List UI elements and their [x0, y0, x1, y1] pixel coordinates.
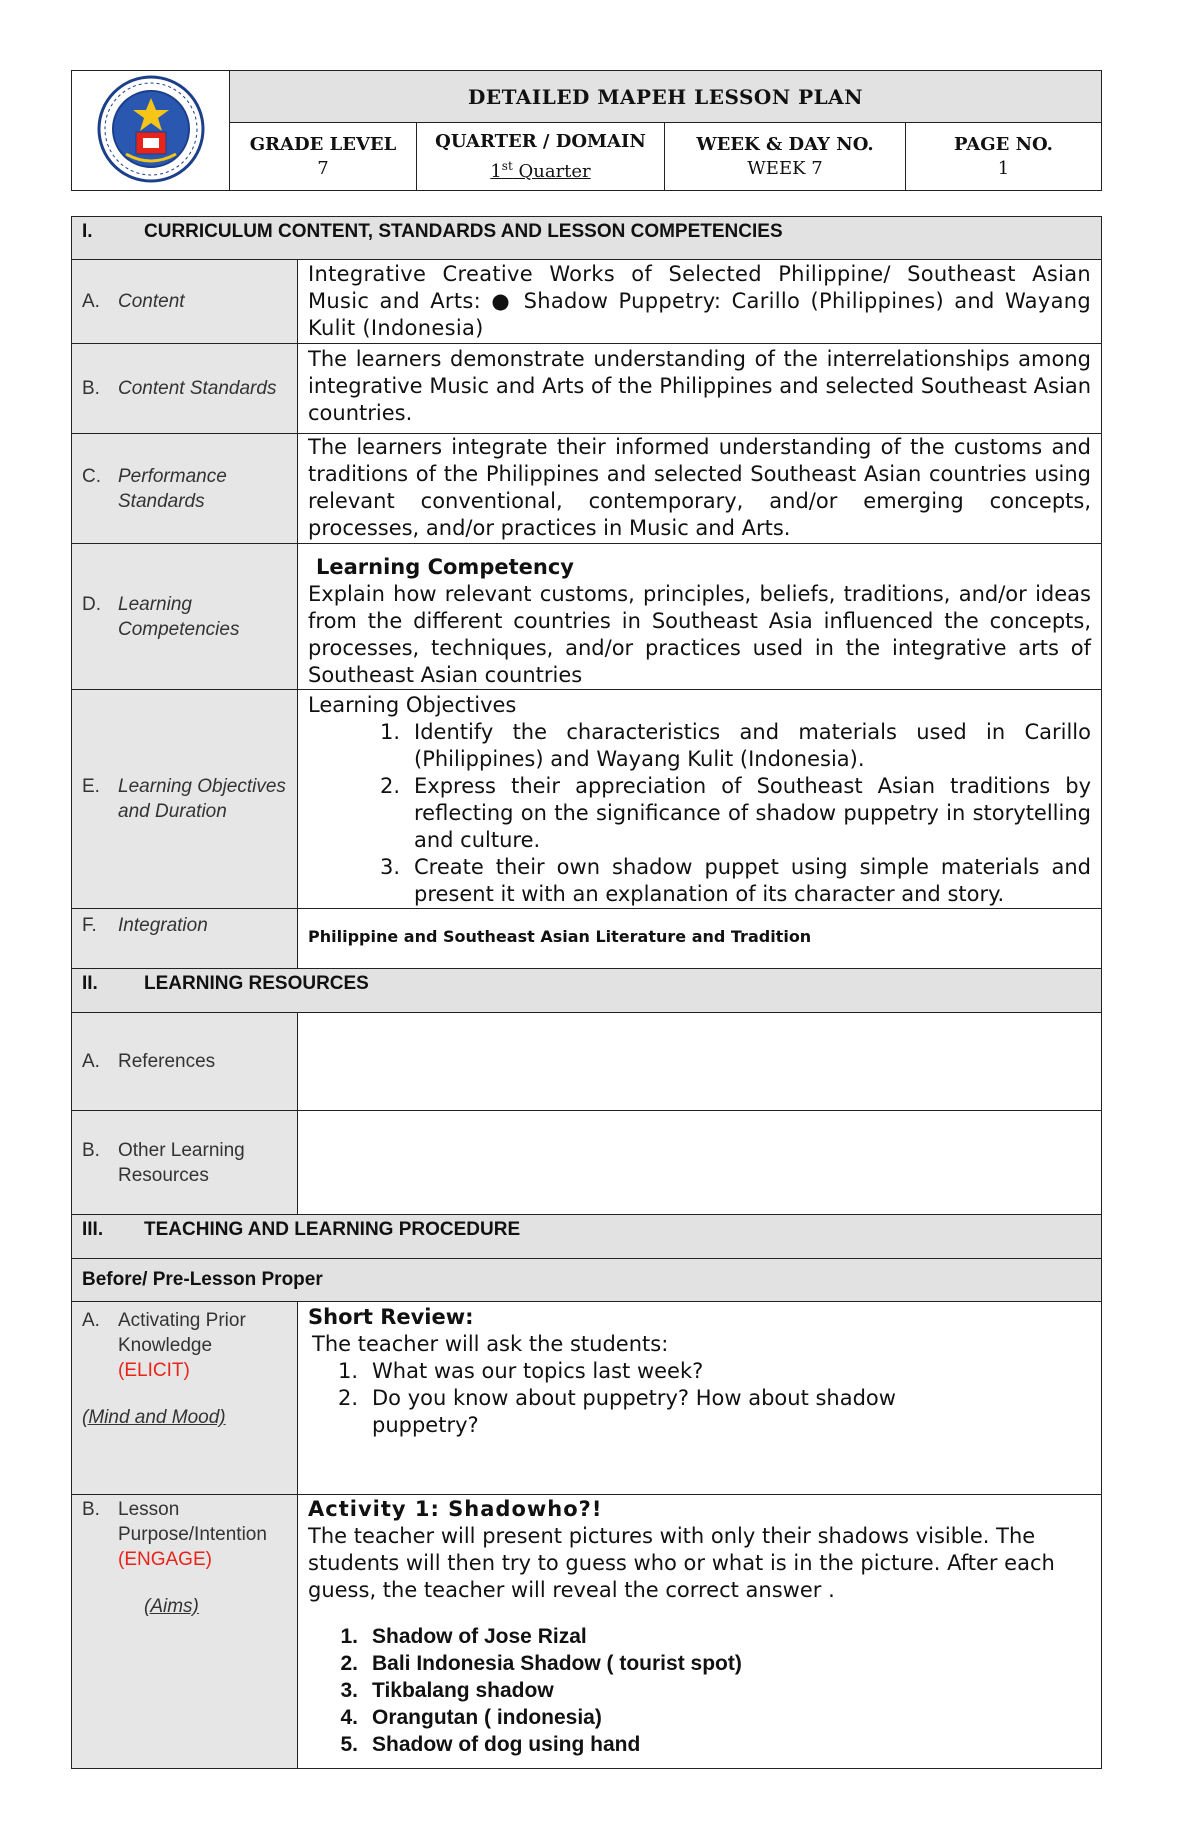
deped-seal-icon [96, 74, 206, 184]
performance-standards-label: Performance Standards [118, 465, 227, 512]
row-other-resources: B. Other Learning Resources [72, 1111, 1102, 1215]
engage-tag: (ENGAGE) [118, 1549, 212, 1570]
week-day-label: WEEK & DAY NO. [696, 133, 874, 155]
content-label: Content [118, 291, 185, 312]
list-item: 4. Orangutan ( indonesia) [340, 1706, 602, 1729]
row-content-standards: B. Content Standards The learners demonstrate understanding of the interrelationships among integrative Music and Arts of the Philippines and selected Southeast Asian countries. [72, 344, 1102, 434]
integration-text: Philippine and Southeast Asian Literature and Tradition [308, 927, 812, 946]
grade-level-label: GRADE LEVEL [249, 133, 397, 155]
learning-competency-text: Explain how relevant customs, principles, beliefs, traditions, and/or ideas from the different countries in Southeast Asia influenced the concepts, processes, techniques, and/or practices used in the integrative arts of Southeast Asian countries [308, 582, 1091, 687]
performance-standards-text: The learners integrate their informed understanding of the customs and traditions of the Philippines and selected Southeast Asian countries using relevant conventional, contemporary, and/or emerging concepts, processes, and/or practices in Music and Arts. [308, 435, 1091, 540]
page-no-label: PAGE NO. [954, 133, 1053, 155]
section-2-header: II. LEARNING RESOURCES [72, 969, 1102, 1013]
list-item: 1. Identify the characteristics and materials used in Carillo (Philippines) and Wayang Kulit (Indonesia). [379, 720, 1091, 771]
learning-objectives-heading: Learning Objectives [308, 693, 517, 717]
lesson-plan-title: DETAILED MAPEH LESSON PLAN [230, 71, 1102, 123]
quarter-domain-label: QUARTER / DOMAIN [435, 130, 646, 152]
row-references: A. References [72, 1013, 1102, 1111]
list-item: 5. Shadow of dog using hand [340, 1733, 641, 1756]
row-content [72, 260, 1102, 344]
activity-items-list [298, 1623, 1101, 1758]
before-lesson-heading: Before/ Pre-Lesson Proper [72, 1259, 1102, 1302]
grade-level-value: 7 [317, 157, 329, 179]
list-item: 2. Express their appreciation of Southeast Asian traditions by reflecting on the significance of shadow puppetry in storytelling and culture. [379, 774, 1091, 852]
references-label: References [118, 1051, 216, 1072]
content-standards-text: The learners demonstrate understanding of the interrelationships among integrative Music and Arts of the Philippines and selected Southeast Asian countries. [308, 347, 1091, 425]
section-title: CURRICULUM CONTENT, STANDARDS AND LESSON COMPETENCIES [144, 221, 783, 242]
row-label: A. Content [72, 260, 298, 344]
row-lesson-purpose: B. Lesson Purpose/Intention (ENGAGE) (Aims) Activity 1: Shadowho?! The teacher will present pictures with only their shadows visible. The students will then try to guess who or what is in the picture. After each guess, the teacher will reveal the correct answer . 1. Shadow of Jose Rizal 2. Bali Indonesia Shadow ( tourist spot) 3. Tikbalang shadow 4. Orangutan ( indonesia) 5. Shadow of dog using hand [72, 1495, 1102, 1769]
other-resources-label: Other Learning Resources [118, 1139, 245, 1186]
grade-level-cell [230, 123, 417, 191]
list-item: 1. What was our topics last week? [337, 1359, 704, 1383]
learning-objectives-label: Learning Objectives and Duration [118, 776, 286, 822]
objectives-list [298, 719, 1101, 908]
section-title: TEACHING AND LEARNING PROCEDURE [144, 1219, 521, 1240]
integration-label: Integration [118, 915, 208, 936]
references-value [298, 1013, 1102, 1111]
page-no-cell [906, 123, 1102, 191]
lesson-plan-table [71, 216, 1102, 1769]
short-review-intro: The teacher will ask the students: [312, 1332, 669, 1356]
row-performance-standards: C. Performance Standards The learners integrate their informed understanding of the customs and traditions of the Philippines and selected Southeast Asian countries using relevant conventional, contemporary, and/or emerging concepts, processes, and/or practices in Music and Arts. [72, 434, 1102, 544]
content-text: Integrative Creative Works of Selected Philippine/ Southeast Asian Music and Arts: ● Shadow Puppetry: Carillo (Philippines) and Wayang Kulit (Indonesia) [308, 262, 1091, 340]
header-table [71, 70, 1102, 191]
page-no-value: 1 [997, 157, 1010, 179]
learning-competency-heading: Learning Competency [316, 555, 574, 579]
row-integration: F. Integration Philippine and Southeast Asian Literature and Tradition [72, 909, 1102, 969]
content-standards-label: Content Standards [118, 378, 277, 399]
list-item: 3. Tikbalang shadow [340, 1679, 554, 1702]
elicit-tag: (ELICIT) [118, 1360, 190, 1381]
section-1-header [72, 217, 1102, 260]
aims-label: (Aims) [144, 1596, 199, 1617]
quarter-domain-value: 1st Quarter [490, 158, 591, 182]
activating-label: Activating Prior Knowledge [118, 1310, 246, 1356]
section-title: LEARNING RESOURCES [144, 973, 369, 994]
section-3-header: III. TEACHING AND LEARNING PROCEDURE [72, 1215, 1102, 1259]
quarter-domain-cell [417, 123, 665, 191]
review-questions-list [298, 1358, 1101, 1439]
list-item: 2. Bali Indonesia Shadow ( tourist spot) [340, 1652, 742, 1675]
deped-seal [72, 71, 230, 191]
row-learning-objectives: E. Learning Objectives and Duration Learning Objectives 1. Identify the characteristics and materials used in Carillo (Philippines) and Wayang Kulit (Indonesia). 2. Express their appreciation of Southeast Asian traditions by reflecting on the significance of shadow puppetry in storytelling and culture. 3. Create their own shadow puppet using simple materials and present it with an explanation of its character and story. [72, 690, 1102, 909]
row-activating-prior-knowledge: A. Activating Prior Knowledge (ELICIT) (Mind and Mood) Short Review: The teacher will ask the students: 1. What was our topics last week? 2. Do you know about puppetry? How about shadow puppetry? [72, 1302, 1102, 1495]
learning-competencies-label: Learning Competencies [118, 593, 240, 640]
list-item: 1. Shadow of Jose Rizal [340, 1625, 587, 1648]
section-number: I. [82, 221, 93, 242]
list-item: 2. Do you know about puppetry? How about shadow puppetry? [337, 1386, 896, 1437]
row-learning-competencies: D. Learning Competencies Learning Competency Explain how relevant customs, principles, beliefs, traditions, and/or ideas from the different countries in Southeast Asia influenced the concepts, processes, techniques, and/or practices used in the integrative arts of Southeast Asian countries [72, 544, 1102, 690]
activity-heading: Activity 1: Shadowho?! [308, 1497, 603, 1521]
short-review-heading: Short Review: [308, 1305, 474, 1329]
activity-intro: The teacher will present pictures with only their shadows visible. The students will then try to guess who or what is in the picture. After each guess, the teacher will reveal the correct answer . [308, 1524, 1055, 1602]
row-value [298, 260, 1102, 344]
week-day-cell [665, 123, 906, 191]
mind-mood-label: (Mind and Mood) [82, 1407, 226, 1428]
other-resources-value [298, 1111, 1102, 1215]
lesson-purpose-label: Lesson Purpose/Intention [118, 1499, 267, 1545]
list-item: 3. Create their own shadow puppet using simple materials and present it with an explanation of its character and story. [379, 855, 1091, 906]
week-day-value: WEEK 7 [747, 157, 823, 179]
